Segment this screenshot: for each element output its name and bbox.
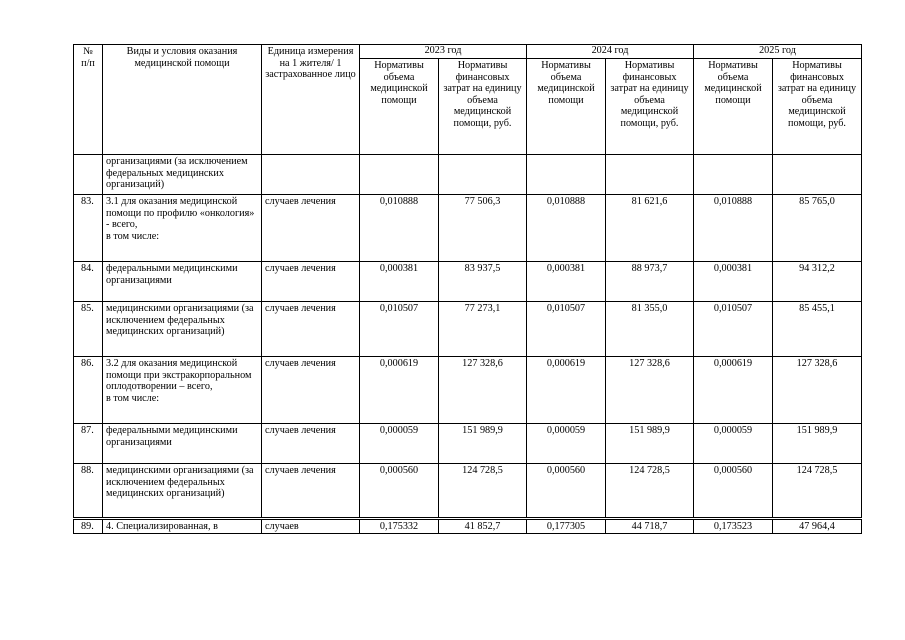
row-cost-2025 [773,155,862,195]
row-cost-2025: 94 312,2 [773,262,862,302]
row-volume-2025: 0,000560 [694,464,773,519]
row-volume-2023 [360,155,439,195]
row-volume-2024: 0,010507 [527,302,606,357]
row-num: 86. [74,357,103,424]
row-cost-2025: 151 989,9 [773,424,862,464]
row-volume-2023: 0,000381 [360,262,439,302]
header-row-years [74,45,862,59]
row-cost-2024: 81 621,6 [606,195,694,262]
row-volume-2023: 0,175332 [360,519,439,534]
row-cost-2025: 127 328,6 [773,357,862,424]
row-cost-2025: 47 964,4 [773,519,862,534]
row-cost-2024: 44 718,7 [606,519,694,534]
header-year-2025: 2025 год [694,45,862,59]
row-volume-2024: 0,000619 [527,357,606,424]
table-row [74,195,862,262]
row-volume-2023: 0,000619 [360,357,439,424]
row-volume-2024: 0,177305 [527,519,606,534]
row-volume-2023: 0,000560 [360,464,439,519]
row-type: медицинскими организациями (за исключением федеральных медицинских организаций) [103,464,262,519]
row-type: 4. Специализированная, в [103,519,262,534]
table-row [74,464,862,519]
row-volume-2025: 0,000381 [694,262,773,302]
row-cost-2025: 85 765,0 [773,195,862,262]
row-unit: случаев лечения [262,262,360,302]
row-volume-2024: 0,000059 [527,424,606,464]
header-volume-2024: Нормативы объема медицинской помощи [527,59,606,155]
row-volume-2025: 0,173523 [694,519,773,534]
row-cost-2024: 124 728,5 [606,464,694,519]
row-type: федеральными медицинскими организациями [103,424,262,464]
row-unit [262,155,360,195]
header-volume-2025: Нормативы объема медицинской помощи [694,59,773,155]
row-unit: случаев лечения [262,195,360,262]
row-volume-2025: 0,010888 [694,195,773,262]
row-unit: случаев [262,519,360,534]
header-num: № п/п [74,45,103,155]
row-volume-2025: 0,010507 [694,302,773,357]
row-unit: случаев лечения [262,424,360,464]
table-row [74,424,862,464]
row-unit: случаев лечения [262,357,360,424]
row-num: 87. [74,424,103,464]
row-volume-2023: 0,000059 [360,424,439,464]
row-unit: случаев лечения [262,302,360,357]
row-cost-2023: 77 273,1 [439,302,527,357]
row-type: медицинскими организациями (за исключением федеральных медицинских организаций) [103,302,262,357]
table-row [74,519,862,534]
row-type: организациями (за исключением федеральных медицинских организаций) [103,155,262,195]
row-num: 89. [74,519,103,534]
row-num: 84. [74,262,103,302]
row-num: 83. [74,195,103,262]
row-cost-2025: 85 455,1 [773,302,862,357]
row-unit: случаев лечения [262,464,360,519]
row-cost-2023: 151 989,9 [439,424,527,464]
row-volume-2024: 0,000381 [527,262,606,302]
table-row [74,262,862,302]
row-cost-2024 [606,155,694,195]
row-volume-2025: 0,000619 [694,357,773,424]
header-year-2024: 2024 год [527,45,694,59]
header-unit: Единица измерения на 1 жителя/ 1 застрахованное лицо [262,45,360,155]
row-cost-2024: 127 328,6 [606,357,694,424]
row-cost-2024: 88 973,7 [606,262,694,302]
header-type: Виды и условия оказания медицинской помощи [103,45,262,155]
row-volume-2025 [694,155,773,195]
normatives-table [73,44,862,534]
row-type: 3.1 для оказания медицинской помощи по профилю «онкология» - всего, в том числе: [103,195,262,262]
row-volume-2023: 0,010888 [360,195,439,262]
row-num: 88. [74,464,103,519]
header-cost-2024: Нормативы финансовых затрат на единицу объема медицинской помощи, руб. [606,59,694,155]
row-num: 85. [74,302,103,357]
row-cost-2023: 77 506,3 [439,195,527,262]
row-cost-2023 [439,155,527,195]
table-row [74,357,862,424]
row-cost-2023: 127 328,6 [439,357,527,424]
row-volume-2024 [527,155,606,195]
header-year-2023: 2023 год [360,45,527,59]
table-row [74,302,862,357]
row-cost-2023: 83 937,5 [439,262,527,302]
header-cost-2023: Нормативы финансовых затрат на единицу объема медицинской помощи, руб. [439,59,527,155]
table-row [74,155,862,195]
row-cost-2023: 41 852,7 [439,519,527,534]
row-num [74,155,103,195]
row-type: федеральными медицинскими организациями [103,262,262,302]
row-volume-2023: 0,010507 [360,302,439,357]
row-volume-2025: 0,000059 [694,424,773,464]
header-volume-2023: Нормативы объема медицинской помощи [360,59,439,155]
row-type: 3.2 для оказания медицинской помощи при экстракорпоральном оплодотворении – всего, в том числе: [103,357,262,424]
row-volume-2024: 0,000560 [527,464,606,519]
header-cost-2025: Нормативы финансовых затрат на единицу объема медицинской помощи, руб. [773,59,862,155]
row-cost-2024: 151 989,9 [606,424,694,464]
row-cost-2023: 124 728,5 [439,464,527,519]
row-volume-2024: 0,010888 [527,195,606,262]
row-cost-2025: 124 728,5 [773,464,862,519]
row-cost-2024: 81 355,0 [606,302,694,357]
